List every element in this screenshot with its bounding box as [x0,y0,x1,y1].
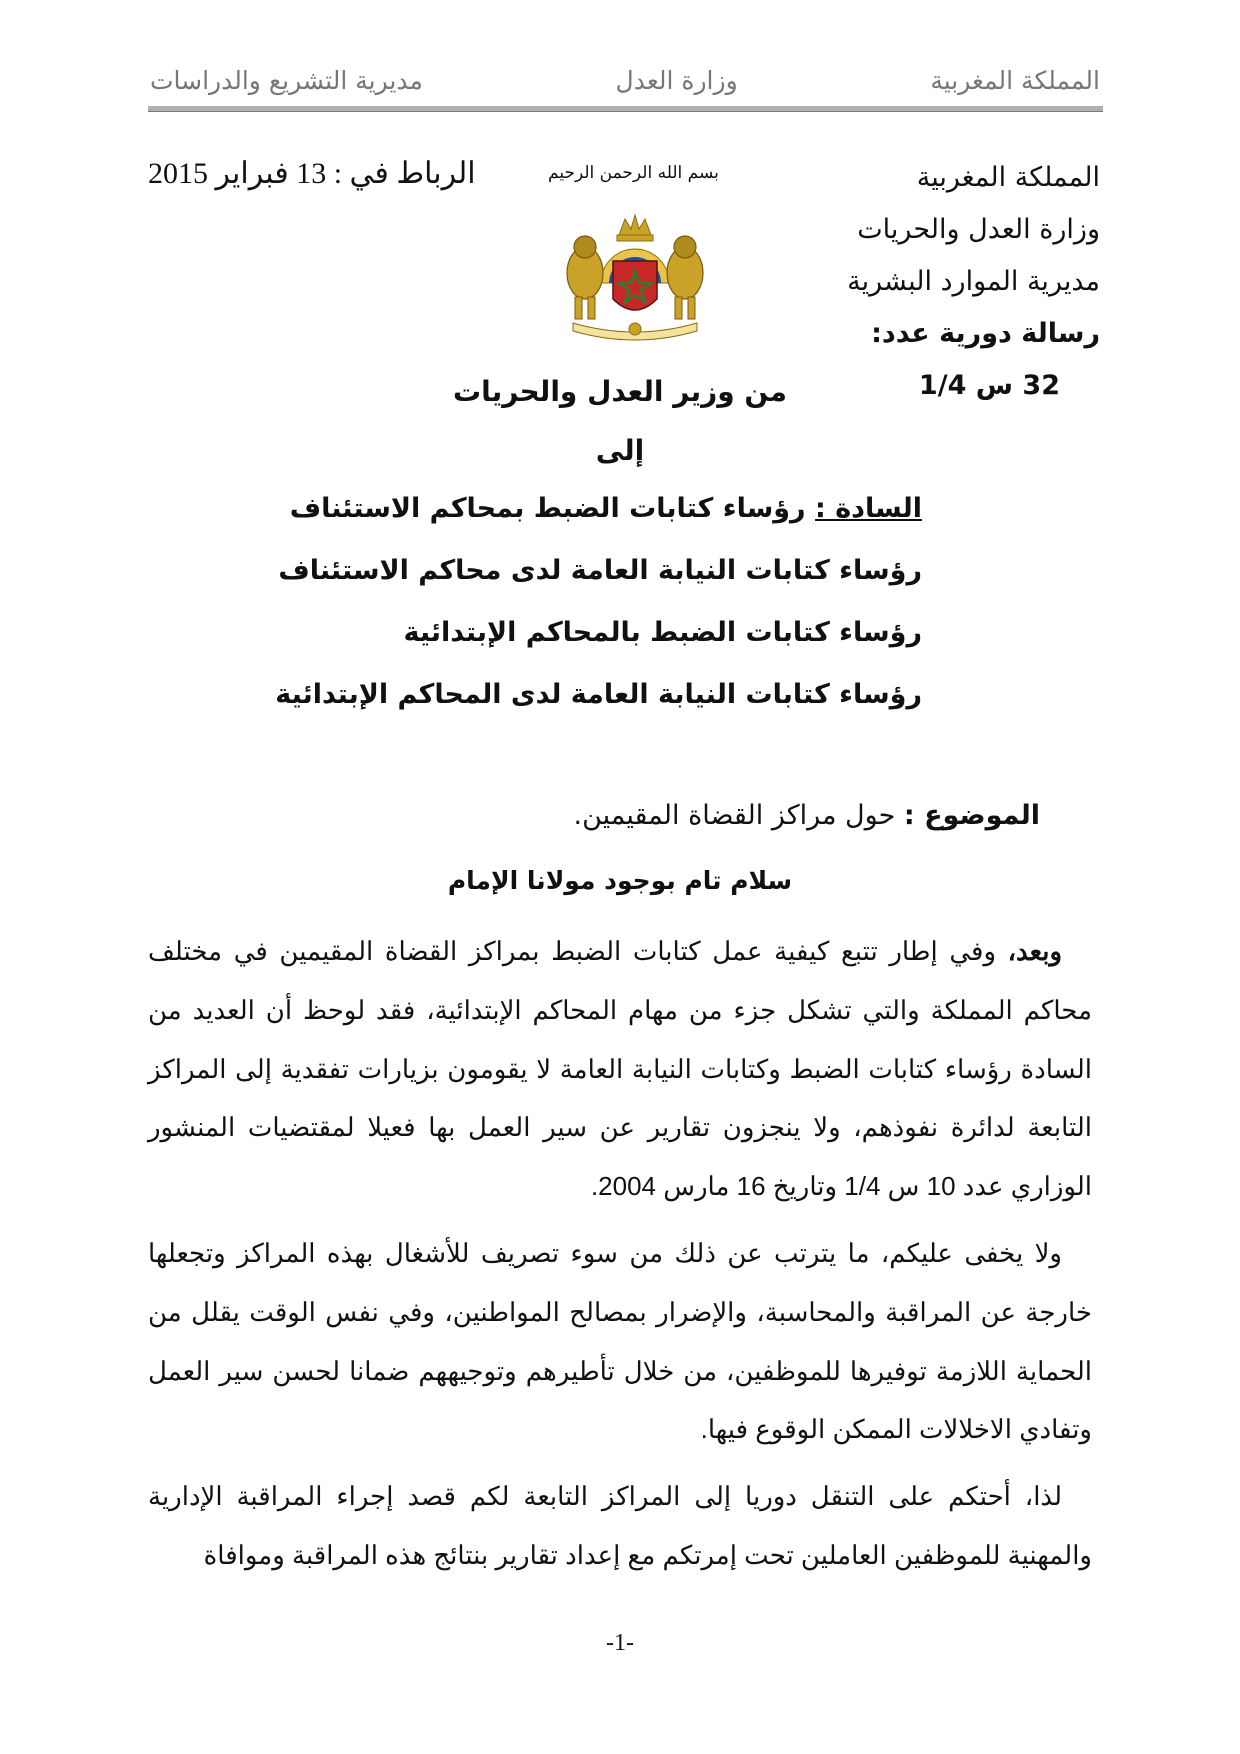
to-word: إلى [595,434,645,467]
header-divider [148,106,1103,112]
basmala: بسم الله الرحمن الرحيم [548,163,719,183]
issuer-ministry: وزارة العدل والحريات [857,214,1100,245]
body-lead: وبعد، [1007,936,1062,966]
body-paragraph-1-text: وفي إطار تتبع كيفية عمل كتابات الضبط بمراكز القضاة المقيمين في مختلف محاكم المملكة والتي تشكل جزء من مهام المحاكم الإبتدائية، فقد لوحظ أن العديد من السادة رؤساء كتابات الضبط وكتابات النيابة العامة لا يقومون بزيارات تفقدية إلى المراكز التابعة لدائرة نفوذهم، ولا ينجزون تقارير عن سير العمل بها فعيلا لمقتضيات المنشور الوزاري عدد 10 س 1/4 وتاريخ 16 مارس 2004. [148,936,1092,1202]
running-header-directorate: مديرية التشريع والدراسات [150,65,423,95]
subject-line [573,800,1040,831]
body-paragraph-1 [148,922,1092,1216]
issuer-kingdom: المملكة المغربية [916,162,1100,193]
page-number: -1- [606,1630,634,1656]
running-header [150,60,1100,100]
subject-label: الموضوع : [903,800,1040,831]
addressee-line-3: رؤساء كتابات الضبط بالمحاكم الإبتدائية [403,617,922,648]
addressee-item: رؤساء كتابات الضبط بمحاكم الاستئناف [289,493,806,524]
addressee-line-2: رؤساء كتابات النيابة العامة لدى محاكم الاستئناف [278,555,922,586]
body-paragraph-3: لذا، أحتكم على التنقل دوريا إلى المراكز التابعة لكم قصد إجراء المراقبة الإدارية والمهنية للموظفين العاملين تحت إمرتكم مع إعداد تقارير بنتائج هذه المراقبة وموافاة [148,1481,1092,1570]
running-header-ministry: وزارة العدل [615,65,738,95]
body-paragraph-2: ولا يخفى عليكم، ما يترتب عن ذلك من سوء تصريف للأشغال بهذه المراكز وتجعلها خارجة عن المراقبة والمحاسبة، والإضرار بمصالح المواطنين، وفي نفس الوقت يقلل من الحماية اللازمة توفيرها للموظفين، من خلال تأطيرهم وتوجيههم ضمانا لحسن سير العمل وتفادي الاخلالات الممكن الوقوع فيها. [148,1237,1092,1445]
circular-number: 32 س 1/4 [918,370,1060,401]
addressee-line-4: رؤساء كتابات النيابة العامة لدى المحاكم الإبتدائية [275,679,922,710]
circular-label: رسالة دورية عدد: [871,318,1100,349]
issuer-block [847,152,1100,412]
date-line: الرباط في : 13 فبراير 2015 [148,157,476,190]
greeting: سلام تام بوجود مولانا الإمام [447,866,793,895]
from-line: من وزير العدل والحريات [453,375,787,408]
subject-text: حول مراكز القضاة المقيمين. [573,800,896,831]
running-header-kingdom: المملكة المغربية [930,65,1100,95]
royal-coat-of-arms-icon [555,213,715,348]
addressee-line-1 [290,478,922,540]
addressee-label: السادة : [815,493,922,524]
letter-body [148,922,1092,1593]
issuer-directorate: مديرية الموارد البشرية [847,266,1100,297]
